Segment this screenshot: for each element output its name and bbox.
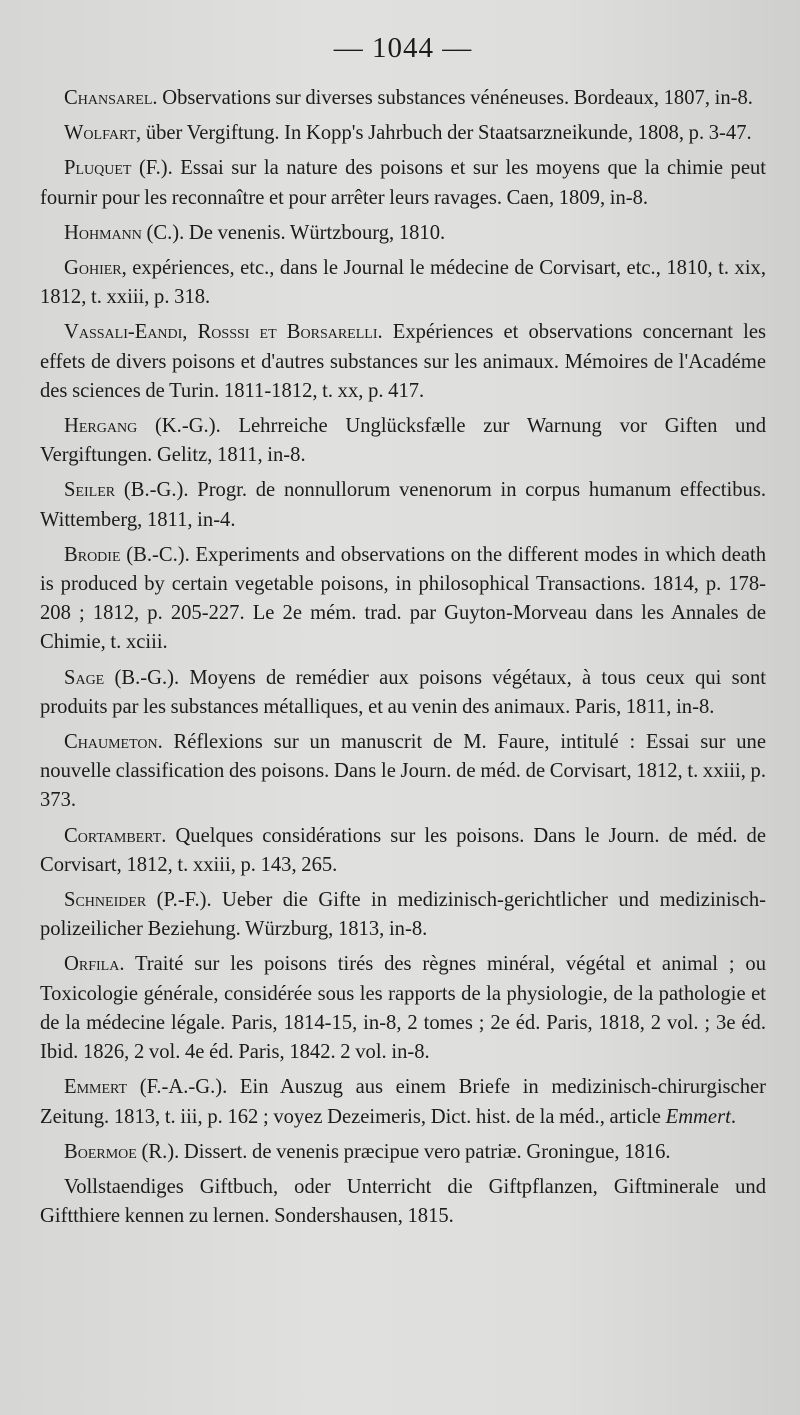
bibliography-entry	[40, 541, 766, 658]
entry-author: Cortambert	[64, 824, 162, 847]
entry-author: Wolfart	[64, 122, 137, 145]
entry-text: . Quelques considérations sur les poisons. Dans le Journ. de méd. de Corvisart, 1812, t. xxiii, p. 143, 265.	[40, 824, 766, 876]
entry-text: . Réflexions sur un manuscrit de M. Faure, intitulé : Essai sur une nouvelle classification des poisons. Dans le Journ. de méd. de Corvisart, 1812, t. xxiii, p. 373.	[40, 731, 766, 812]
entry-text: , expériences, etc., dans le Journal le médecine de Corvisart, etc., 1810, t. xix, 1812, t. xxiii, p. 318.	[40, 257, 766, 309]
bibliography-entry	[40, 412, 766, 470]
entry-trailing-text: .	[730, 1105, 736, 1128]
entry-author: Gohier	[64, 257, 122, 280]
bibliography-entry	[40, 219, 766, 248]
entry-author: Pluquet	[64, 157, 132, 180]
entry-author: Hohmann	[64, 221, 142, 244]
entry-author: Boermoe	[64, 1140, 137, 1163]
bibliography-entry	[40, 1173, 766, 1231]
bibliography-entry	[40, 1073, 766, 1131]
entry-author: Hergang	[64, 415, 138, 438]
bibliography-entry	[40, 119, 766, 148]
bibliography-entry	[40, 728, 766, 816]
entry-author: Emmert	[64, 1076, 128, 1099]
entry-text: . Observations sur diverses substances vénéneuses. Bordeaux, 1807, in-8.	[152, 87, 753, 109]
entry-text: (B.-G.). Progr. de nonnullorum venenorum in corpus humanum effectibus. Wittemberg, 1811, in-4.	[40, 479, 766, 531]
entry-text: , über Vergiftung. In Kopp's Jahrbuch der Staatsarzneikunde, 1808, p. 3-47.	[136, 122, 752, 145]
entry-author: Sage	[64, 666, 105, 689]
bibliography-entry	[40, 1138, 766, 1167]
entry-author: Chaumeton	[64, 731, 158, 754]
entry-text: (R.). Dissert. de venenis præcipue vero patriæ. Groningue, 1816.	[136, 1140, 671, 1163]
entry-text: (F.). Essai sur la nature des poisons et sur les moyens que la chimie peut fournir pour les reconnaître et pour arrêter leurs ravages. Caen, 1809, in-8.	[40, 157, 766, 209]
entry-text: . Expériences et observations concernant les effets de divers poisons et d'autres substances sur les animaux. Mémoires de l'Académe des sciences de Turin. 1811-1812, t. xx, p. 417.	[40, 321, 766, 402]
bibliography-entry	[40, 84, 766, 113]
entry-italic-text: Emmert	[665, 1105, 731, 1128]
entry-text: (K.-G.). Lehrreiche Unglücksfælle zur Warnung vor Giften und Vergiftungen. Gelitz, 1811, in-8.	[40, 415, 766, 467]
entry-author: Vassali-Eandi, Rosssi et Borsarelli	[64, 321, 378, 344]
entry-text: (P.-F.). Ueber die Gifte in medizinisch-gerichtlicher und medizinisch-polizeilicher Beziehung. Würzburg, 1813, in-8.	[40, 889, 766, 941]
entry-author: Orfila	[64, 953, 120, 976]
page-number: — 1044 —	[333, 32, 473, 64]
bibliography-list	[40, 84, 766, 1231]
entry-text: (F.-A.-G.). Ein Auszug aus einem Briefe in medizinisch-chirurgischer Zeitung. 1813, t. iii, p. 162 ; voyez Dezeimeris, Dict. hist. de la méd., article	[40, 1076, 766, 1128]
bibliography-entry	[40, 476, 766, 534]
entry-text: (C.). De venenis. Würtzbourg, 1810.	[141, 221, 446, 244]
entry-author: Seiler	[64, 479, 116, 502]
bibliography-entry	[40, 154, 766, 212]
bibliography-entry	[40, 886, 766, 944]
entry-text: (B.-G.). Moyens de remédier aux poisons végétaux, à tous ceux qui sont produits par les substances métalliques, et au venin des animaux. Paris, 1811, in-8.	[40, 666, 766, 718]
entry-author: Chansarel	[64, 87, 153, 109]
bibliography-entry	[40, 254, 766, 312]
entry-text: . Traité sur les poisons tirés des règnes minéral, végétal et animal ; ou Toxicologie générale, considérée sous les rapports de la physiologie, de la pathologie et de la médecine légale. Paris, 1814-15, in-8, 2 tomes ; 2e éd. Paris, 1818, 2 vol. ; 3e éd. Ibid. 1826, 2 vol. 4e éd. Paris, 1842. 2 vol. in-8.	[40, 953, 766, 1064]
entry-author: Brodie	[64, 543, 121, 566]
bibliography-entry	[40, 664, 766, 722]
entry-text: (B.-C.). Experiments and observations on the different modes in which death is produced by certain vegetable poisons, in philosophical Transactions. 1814, p. 178-208 ; 1812, p. 205-227. Le 2e mém. trad. par Guyton-Morveau dans les Annales de Chimie, t. xciii.	[40, 543, 766, 654]
bibliography-entry	[40, 950, 766, 1067]
entry-text: Vollstaendiges Giftbuch, oder Unterricht die Giftpflanzen, Giftminerale und Giftthiere kennen zu lernen. Sondershausen, 1815.	[40, 1175, 766, 1228]
entry-author: Schneider	[64, 889, 147, 912]
bibliography-entry	[40, 822, 766, 880]
bibliography-entry	[40, 318, 766, 406]
